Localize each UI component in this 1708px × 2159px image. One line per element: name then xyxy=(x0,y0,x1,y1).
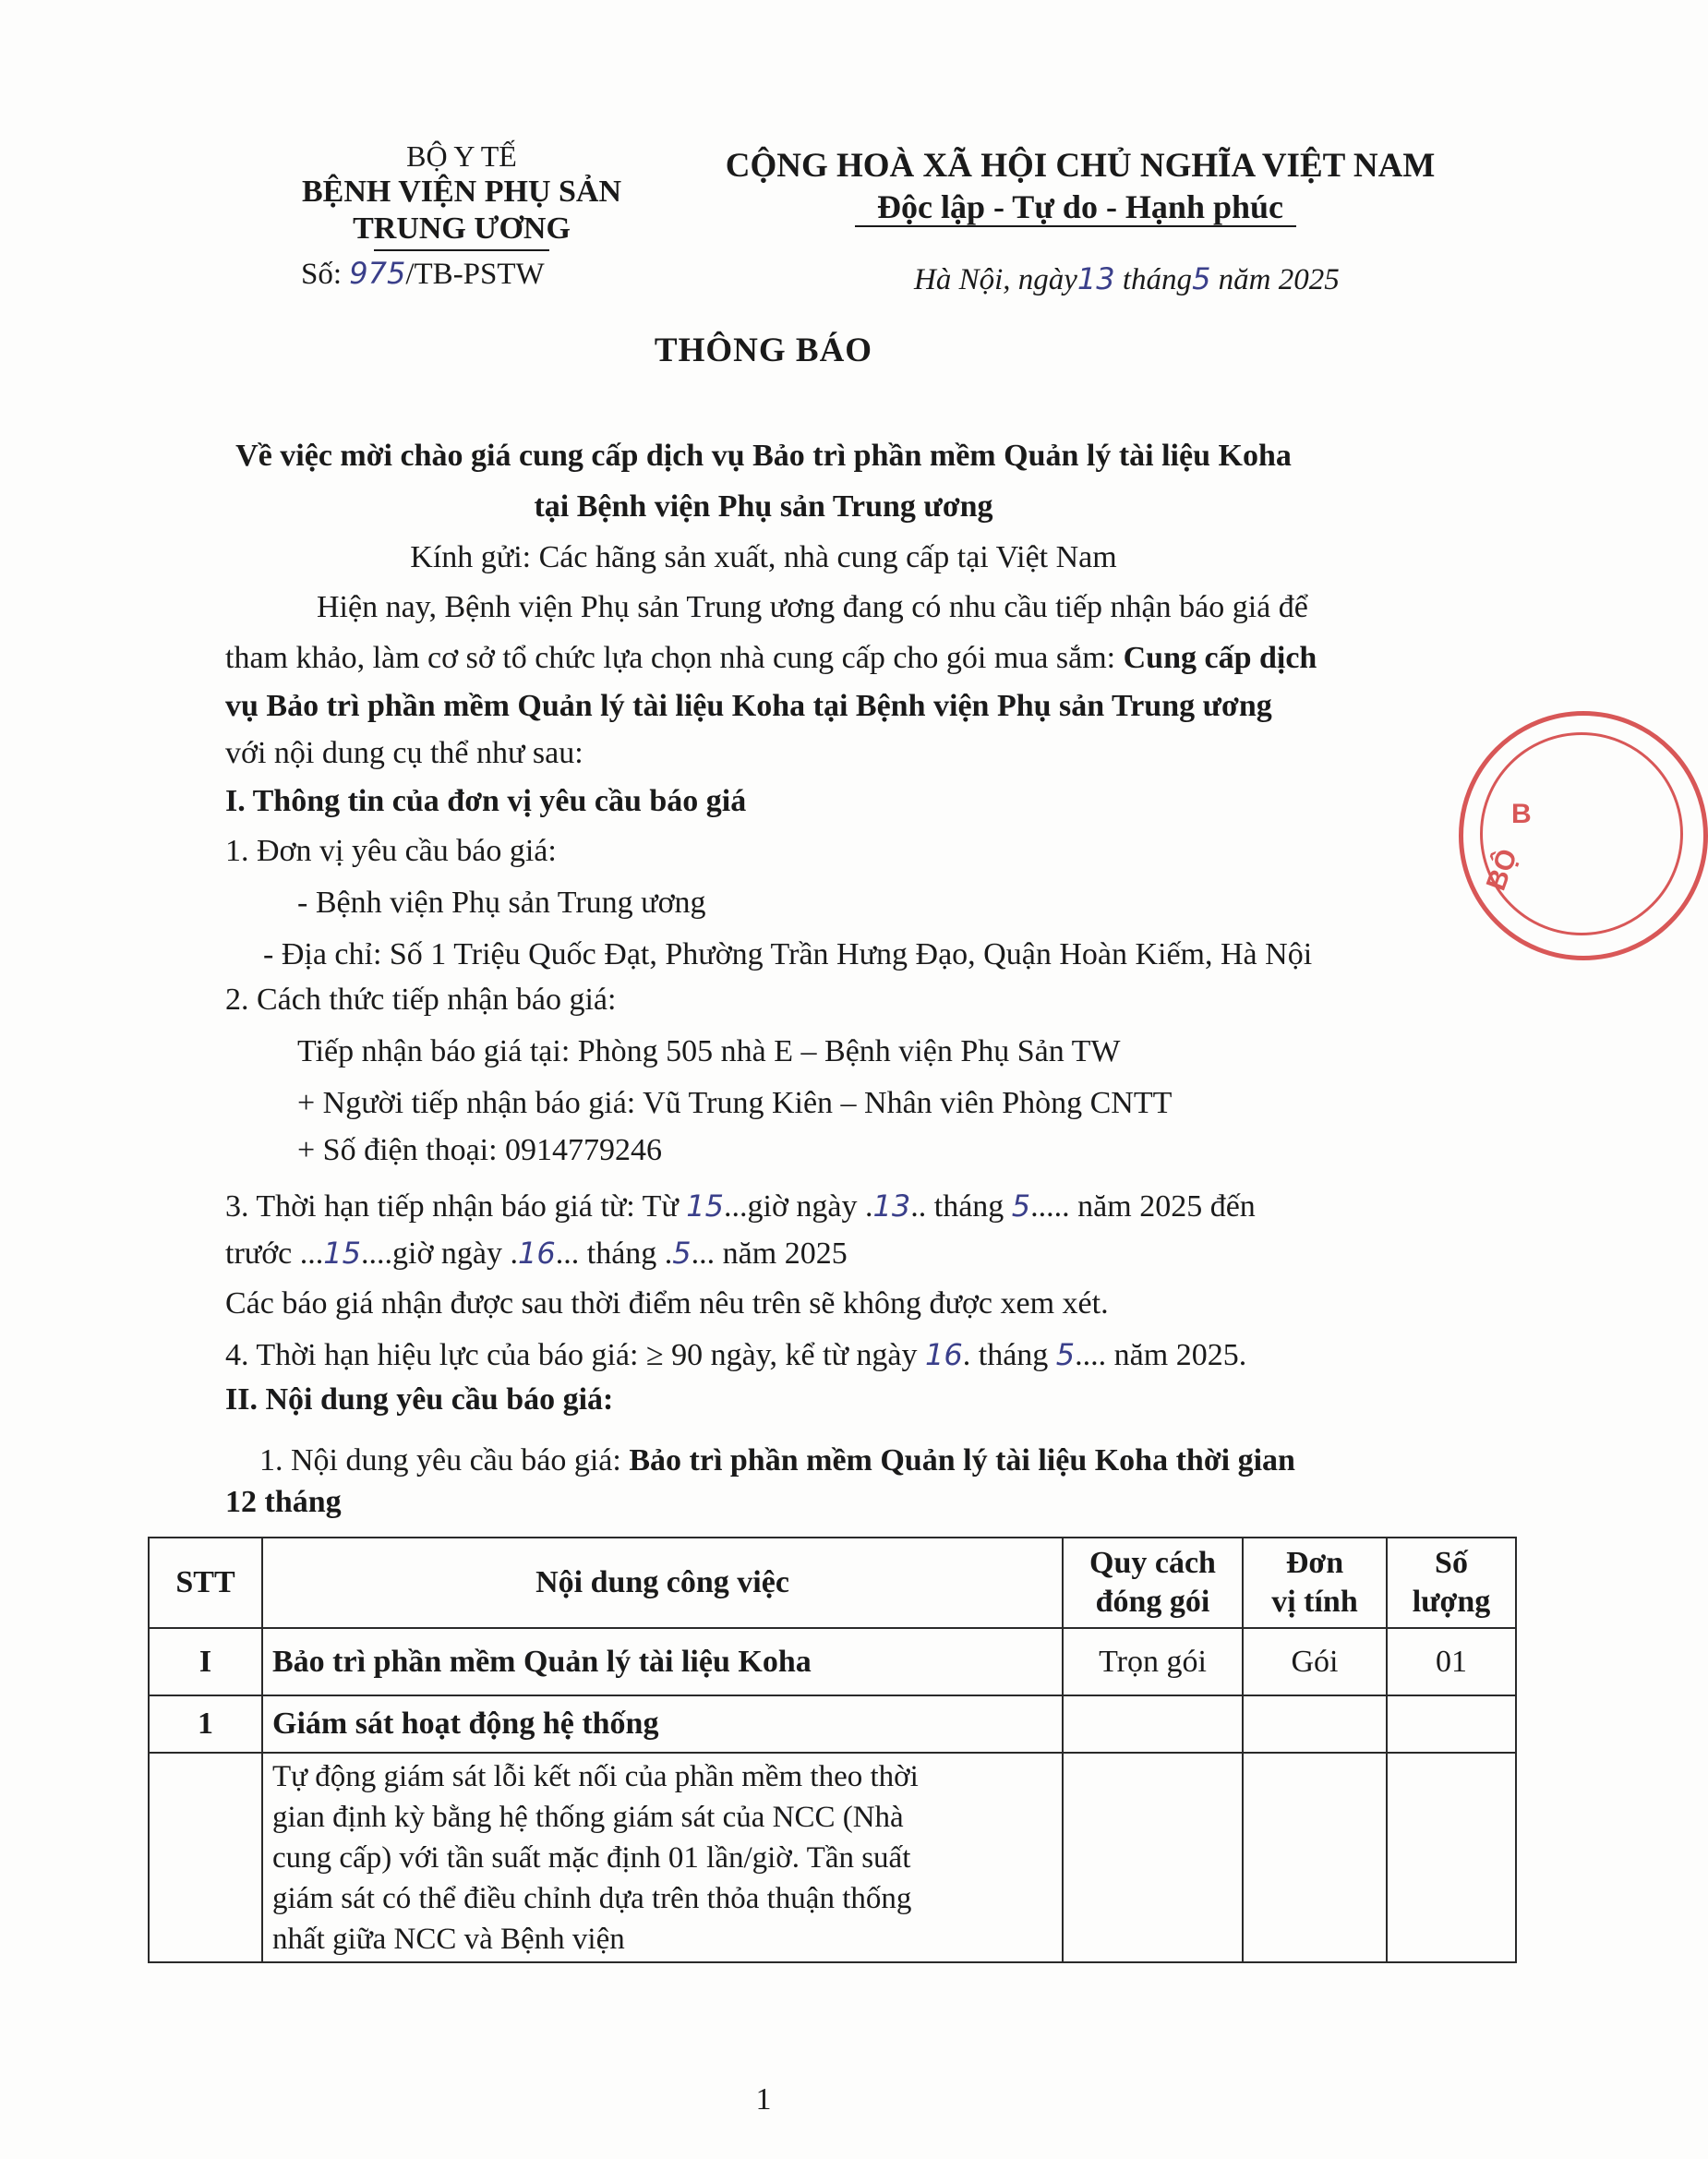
task-description: Tự động giám sát lỗi kết nối của phần mềm theo thời gian định kỳ bằng hệ thống giám sát của NCC (Nhà cung cấp) với tần suất mặc định 01 lần/giờ. Tần suất giám sát có thể điều chỉnh dựa trên thỏa thuận thống nhất giữa NCC và Bệnh viện xyxy=(262,1753,1063,1962)
section-1-item-3-line-1: 3. Thời hạn tiếp nhận báo giá từ: Từ 15...giờ ngày .13.. tháng 5..... năm 2025 đến xyxy=(225,1188,1256,1224)
section-1-item-4: 4. Thời hạn hiệu lực của báo giá: ≥ 90 ngày, kể từ ngày 16. tháng 5.... năm 2025. xyxy=(225,1337,1247,1372)
document-number: Số: 975/TB-PSTW xyxy=(301,256,545,291)
official-stamp: B BỘ xyxy=(1459,711,1708,960)
section-1-item-1: 1. Đơn vị yêu cầu báo giá: xyxy=(225,834,557,868)
motto-underline xyxy=(855,225,1296,227)
national-header xyxy=(683,146,1477,227)
receiver-name: + Người tiếp nhận báo giá: Vũ Trung Kiên – Nhân viên Phòng CNTT xyxy=(297,1086,1173,1120)
country-name: CỘNG HOÀ XÃ HỘI CHỦ NGHĨA VIỆT NAM xyxy=(725,147,1436,185)
section-2-item-1-cont: 12 tháng xyxy=(225,1485,342,1519)
issuer-block xyxy=(249,139,674,247)
table-header-row xyxy=(149,1538,1516,1628)
recipient: Kính gửi: Các hãng sản xuất, nhà cung cấp tại Việt Nam xyxy=(410,540,1117,574)
intro-line-1: Hiện nay, Bệnh viện Phụ sản Trung ương đang có nhu cầu tiếp nhận báo giá để xyxy=(317,590,1308,624)
table-row: I Bảo trì phần mềm Quản lý tài liệu Koha Trọn gói Gói 01 xyxy=(149,1628,1516,1695)
section-2-item-1: 1. Nội dung yêu cầu báo giá: Bảo trì phần mềm Quản lý tài liệu Koha thời gian xyxy=(259,1443,1295,1478)
section-1-item-2: 2. Cách thức tiếp nhận báo giá: xyxy=(225,983,617,1017)
late-submission-note: Các báo giá nhận được sau thời điểm nêu trên sẽ không được xem xét. xyxy=(225,1286,1109,1321)
intro-line-3: vụ Bảo trì phần mềm Quản lý tài liệu Koha tại Bệnh viện Phụ sản Trung ương xyxy=(225,689,1272,723)
hospital-name-line1: BỆNH VIỆN PHỤ SẢN xyxy=(301,175,622,209)
receiver-phone: + Số điện thoại: 0914779246 xyxy=(297,1133,663,1167)
unit-address: - Địa chỉ: Số 1 Triệu Quốc Đạt, Phường Trần Hưng Đạo, Quận Hoàn Kiếm, Hà Nội xyxy=(263,937,1313,971)
quotation-table xyxy=(148,1537,1517,1963)
document-title: THÔNG BÁO xyxy=(654,332,873,369)
motto: Độc lập - Tự do - Hạnh phúc xyxy=(876,188,1284,225)
section-1-item-3-line-2: trước ...15....giờ ngày .16... tháng .5... năm 2025 xyxy=(225,1236,848,1271)
table-row-description xyxy=(149,1753,1516,1962)
issuer-underline xyxy=(374,249,549,251)
hospital-name-line2: TRUNG ƯƠNG xyxy=(353,211,571,246)
intro-line-2: tham khảo, làm cơ sở tổ chức lựa chọn nhà cung cấp cho gói mua sắm: Cung cấp dịch xyxy=(225,641,1317,675)
header-content: Nội dung công việc xyxy=(262,1538,1063,1628)
subject-line-1: Về việc mời chào giá cung cấp dịch vụ Bảo trì phần mềm Quản lý tài liệu Koha xyxy=(235,439,1292,473)
header-stt: STT xyxy=(149,1538,262,1628)
section-1-heading: I. Thông tin của đơn vị yêu cầu báo giá xyxy=(225,784,747,818)
header-quantity: Số lượng xyxy=(1387,1538,1516,1628)
document-number-handwritten: 975 xyxy=(349,256,406,291)
section-2-heading: II. Nội dung yêu cầu báo giá: xyxy=(225,1382,614,1417)
ministry-name: BỘ Y TẾ xyxy=(406,139,517,173)
subject-line-2: tại Bệnh viện Phụ sản Trung ương xyxy=(534,489,993,524)
receive-place: Tiếp nhận báo giá tại: Phòng 505 nhà E – Bệnh viện Phụ Sản TW xyxy=(297,1034,1121,1068)
page-number: 1 xyxy=(755,2082,772,2117)
issue-date: Hà Nội, ngày13 tháng5 năm 2025 xyxy=(914,261,1340,296)
header-unit: Đơn vị tính xyxy=(1243,1538,1387,1628)
unit-name: - Bệnh viện Phụ sản Trung ương xyxy=(297,886,706,920)
intro-line-4: với nội dung cụ thể như sau: xyxy=(225,736,583,770)
header-packing: Quy cách đóng gói xyxy=(1063,1538,1243,1628)
table-row: 1 Giám sát hoạt động hệ thống xyxy=(149,1695,1516,1753)
